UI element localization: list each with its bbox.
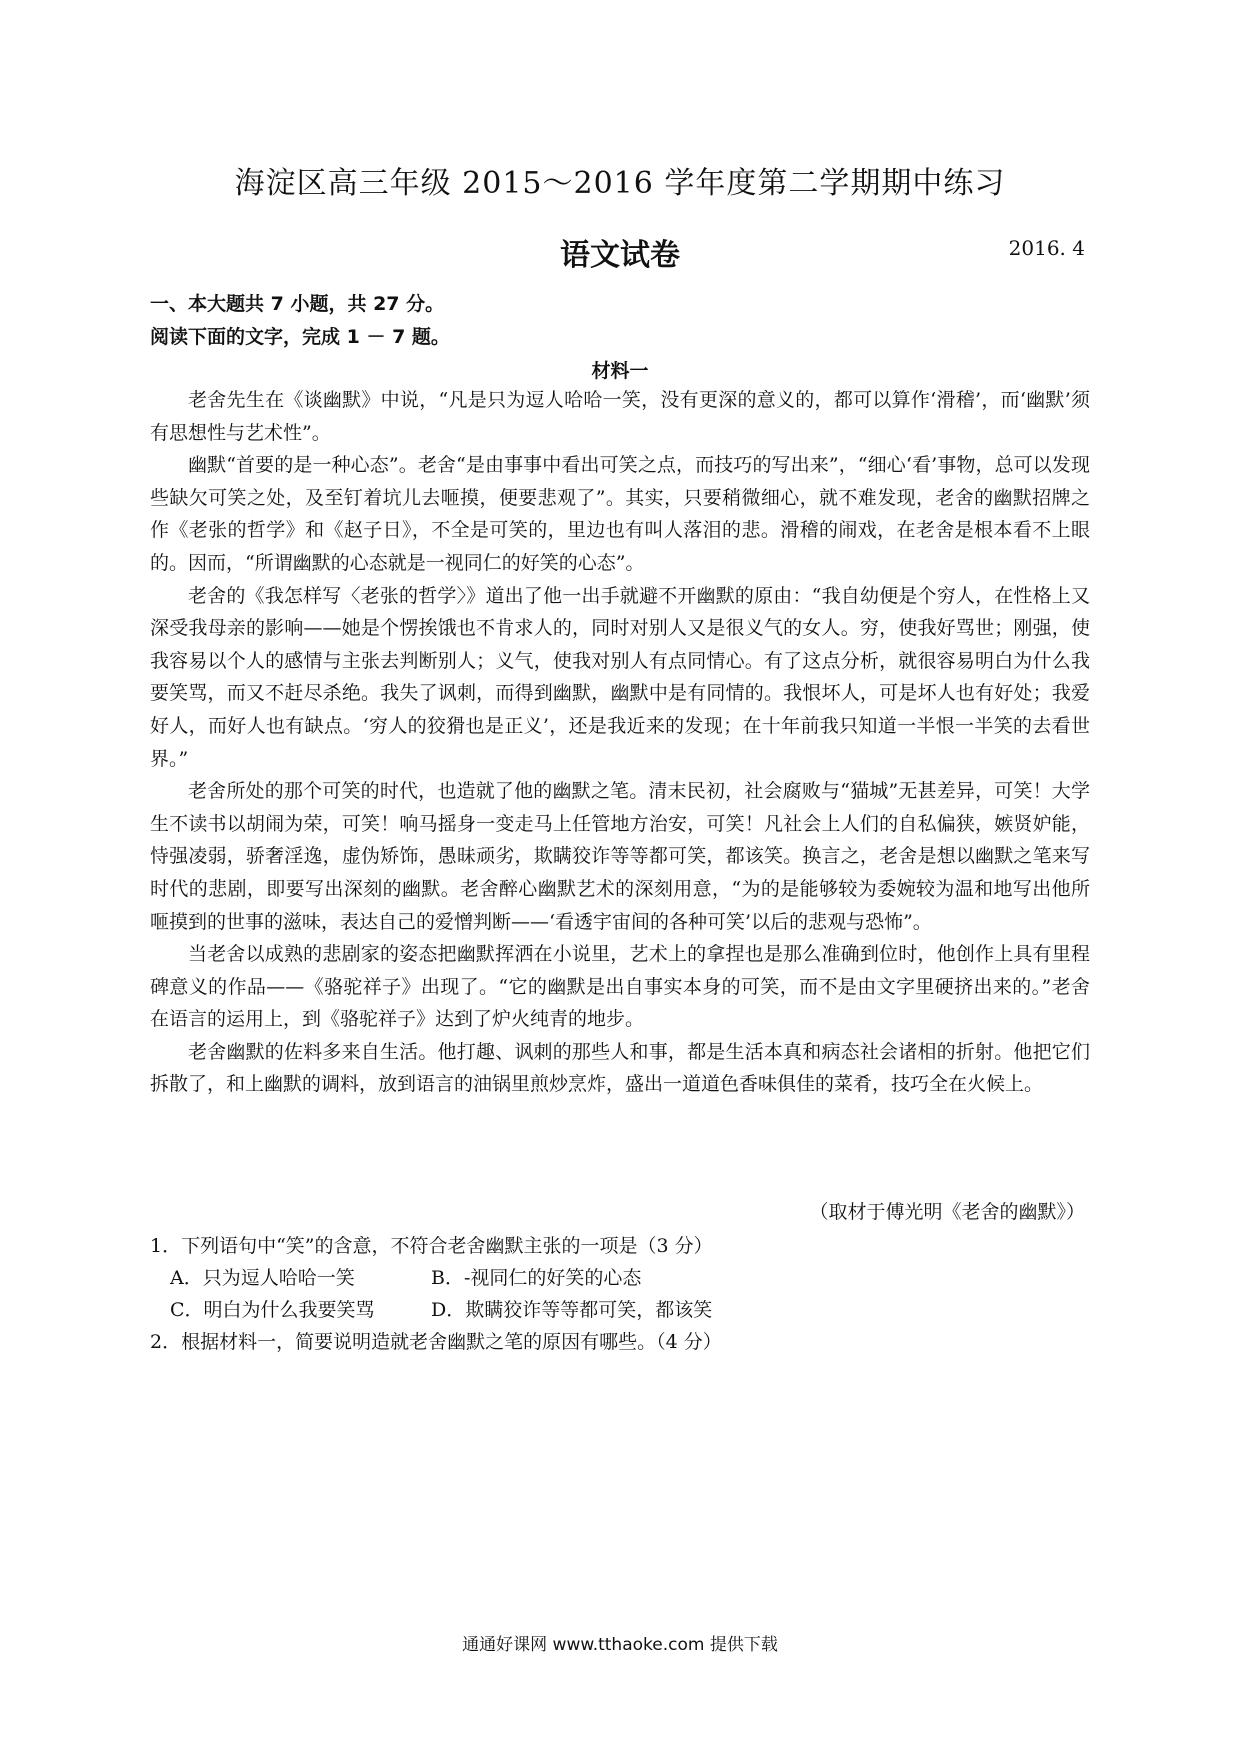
question-1-options-row-1 (150, 1262, 1090, 1294)
exam-date: 2016. 4 (1008, 236, 1085, 260)
subject-title: 语文试卷 (560, 238, 680, 273)
article-paragraph: 老舍先生在《谈幽默》中说，“凡是只为逗人哈哈一笑，没有更深的意义的，都可以算作‘滑稽’，而‘幽默’须有思想性与艺术性”。 (150, 389, 1090, 444)
question-1: 1．下列语句中“笑”的含意，不符合老舍幽默主张的一项是（3 分） (150, 1235, 713, 1257)
section-heading: 一、本大题共 7 小题，共 27 分。 (150, 293, 445, 315)
article-source: （取材于傅光明《老舍的幽默》） (809, 1201, 1085, 1223)
exam-title: 海淀区高三年级 2015～2016 学年度第二学期期中练习 (234, 166, 1006, 201)
option-c: C．明白为什么我要笑骂 (170, 1299, 375, 1321)
article-body (150, 384, 1090, 1101)
questions-block (150, 1230, 1090, 1358)
option-d: D．欺瞒狡诈等等都可笑，都该笑 (431, 1299, 713, 1321)
material-title: 材料一 (591, 360, 649, 382)
section-instruction: 阅读下面的文字，完成 1 － 7 题。 (150, 326, 450, 348)
article-paragraph: 老舍所处的那个可笑的时代，也造就了他的幽默之笔。清末民初，社会腐败与“猫城”无甚差异，可笑！大学生不读书以胡闹为荣，可笑！响马摇身一变走马上任管地方治安，可笑！凡社会上人们的自私偏狭，嫉贤妒能，恃强凌弱，骄奢淫逸，虚伪矫饰，愚昧顽劣，欺瞒狡诈等等都可笑，都该笑。换言之，老舍是想以幽默之笔来写时代的悲剧，即要写出深刻的幽默。老舍醉心幽默艺术的深刻用意，“为的是能够较为委婉较为温和地写出他所咂摸到的世事的滋味，表达自己的爱憎判断——‘看透宇宙间的各种可笑’以后的悲观与恐怖”。 (150, 780, 1090, 933)
article-paragraph: 老舍幽默的佐料多来自生活。他打趣、讽刺的那些人和事，都是生活本真和病态社会诸相的折射。他把它们拆散了，和上幽默的调料，放到语言的油锅里煎炒烹炸，盛出一道道色香味俱佳的菜肴，技巧全在火候上。 (150, 1040, 1090, 1096)
page-footer: 通通好课网 www.tthaoke.com 提供下载 (462, 1635, 778, 1655)
question-2: 2．根据材料一，简要说明造就老舍幽默之笔的原因有哪些。（4 分） (150, 1331, 722, 1353)
option-a: A．只为逗人哈哈一笑 (170, 1267, 355, 1289)
option-b: B．-视同仁的好笑的心态 (431, 1267, 642, 1289)
article-paragraph: 幽默“首要的是一种心态”。老舍“是由事事中看出可笑之点，而技巧的写出来”，“细心‘看’事物，总可以发现些缺欠可笑之处，及至钉着坑儿去咂摸，便要悲观了”。其实，只要稍微细心，就不难发现，老舍的幽默招牌之作《老张的哲学》和《赵子日》，不全是可笑的，里边也有叫人落泪的悲。滑稽的闹戏，在老舍是根本看不上眼的。因而，“所谓幽默的心态就是一视同仁的好笑的心态”。 (150, 454, 1090, 574)
article-paragraph: 老舍的《我怎样写〈老张的哲学〉》道出了他一出手就避不开幽默的原由：“我自幼便是个穷人，在性格上又深受我母亲的影响——她是个愣挨饿也不肯求人的，同时对别人又是很义气的女人。穷，使我好骂世；刚强，使我容易以个人的感情与主张去判断别人；义气，使我对别人有点同情心。有了这点分析，就很容易明白为什么我要笑骂，而又不赶尽杀绝。我失了讽刺，而得到幽默，幽默中是有同情的。我恨坏人，可是坏人也有好处；我爱好人，而好人也有缺点。‘穷人的狡猾也是正义’，还是我近来的发现；在十年前我只知道一半恨一半笑的去看世界。” (150, 584, 1090, 770)
article-paragraph: 当老舍以成熟的悲剧家的姿态把幽默挥洒在小说里，艺术上的拿捏也是那么准确到位时，他创作上具有里程碑意义的作品——《骆驼祥子》出现了。“它的幽默是出自事实本身的可笑，而不是由文字里硬挤出来的。”老舍在语言的运用上，到《骆驼祥子》达到了炉火纯青的地步。 (150, 943, 1090, 1031)
question-1-options-row-2 (150, 1294, 1090, 1326)
